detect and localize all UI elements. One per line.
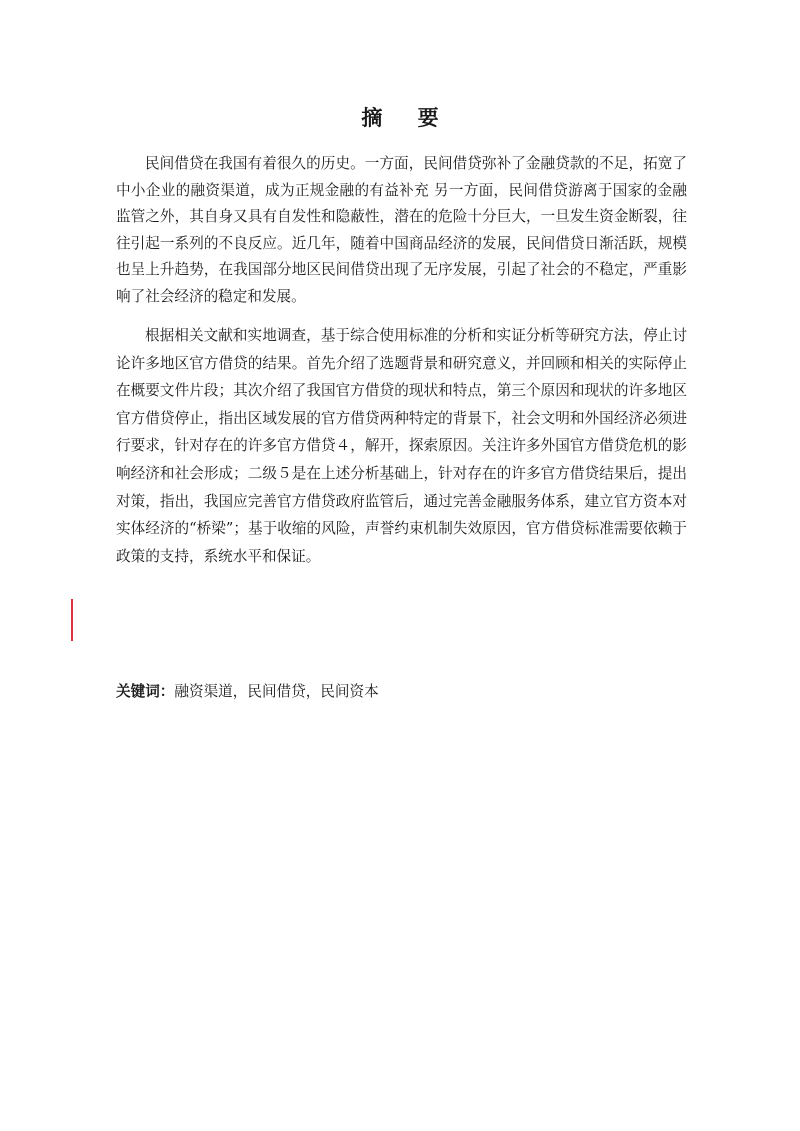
keywords-value: 融资渠道，民间借贷，民间资本 [174,683,379,700]
abstract-title: 摘 要 [361,105,453,130]
keywords-line [116,680,379,701]
abstract-paragraph-2: 根据相关文献和实地调查，基于综合使用标准的分析和实证分析等研究方法，停止讨论许多地区官方借贷的结果。首先介绍了选题背景和研究意义，并回顾和相关的实际停止在概要文件片段；其次介绍了我国官方借贷的现状和特点，第三个原因和现状的许多地区官方借贷停止，指出区域发展的官方借贷两种特定的背景下，社会文明和外国经济必须进行要求，针对存在的许多官方借贷４，解开，探索原因。关注许多外国官方借贷危机的影响经济和社会形成；二级５是在上述分析基础上，针对存在的许多官方借贷结果后，提出对策，指出，我国应完善官方借贷政府监管后，通过完善金融服务体系，建立官方资本对实体经济的“桥梁”；基于收缩的风险，声誉约束机制失效原因，官方借贷标准需要依赖于政策的支持，系统水平和保证。 [116,327,687,565]
margin-change-mark [71,599,73,641]
abstract-paragraph-1: 民间借贷在我国有着很久的历史。一方面，民间借贷弥补了金融贷款的不足，拓宽了中小企业的融资渠道，成为正规金融的有益补充 另一方面，民间借贷游离于国家的金融监管之外，其自身又具有自发性和隐蔽性，潜在的危险十分巨大，一旦发生资金断裂，往往引起一系列的不良反应。近几年，随着中国商品经济的发展，民间借贷日渐活跃，规模也呈上升趋势，在我国部分地区民间借贷出现了无序发展，引起了社会的不稳定，严重影响了社会经济的稳定和发展。 [116,155,687,305]
keywords-label: 关键词： [116,683,175,700]
